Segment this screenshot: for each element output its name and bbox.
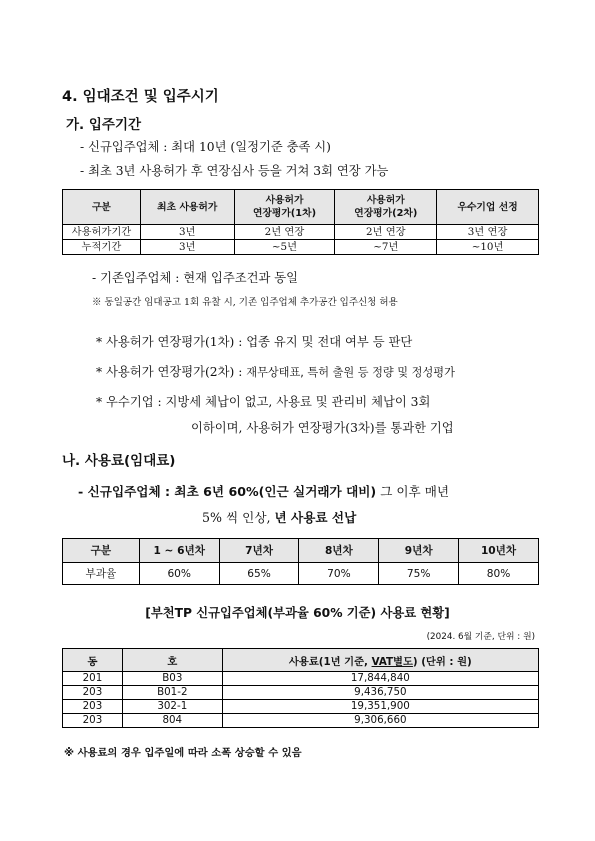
fee-rate-table (62, 538, 539, 585)
table-cell: 65% (219, 563, 299, 585)
table-cell: ~10년 (437, 240, 539, 255)
table-cell: 사용허가기간 (63, 225, 141, 240)
table-header: 구분 (63, 539, 140, 563)
table-row (63, 240, 539, 255)
table-header (335, 190, 437, 225)
section-title: 4. 임대조건 및 입주시기 (62, 89, 219, 105)
table-header: 9년차 (379, 539, 459, 563)
table-row (63, 700, 539, 714)
table-cell: 203 (63, 700, 123, 714)
table-cell: 3년 연장 (437, 225, 539, 240)
table-row (63, 672, 539, 686)
table-cell: 302-1 (122, 700, 222, 714)
table-cell: B01-2 (122, 686, 222, 700)
extension-rule: - 최초 3년 사용허가 후 연장심사 등을 거쳐 3회 연장 가능 (80, 164, 389, 178)
additional-space-note: ※ 동일공간 임대공고 1회 유찰 시, 기존 입주업체 추가공간 입주신청 허용 (92, 297, 398, 308)
table-row (63, 714, 539, 728)
table-row (63, 563, 539, 585)
table-header: 10년차 (459, 539, 539, 563)
table-header: 구분 (63, 190, 141, 225)
header-line: 연장평가(2차) (354, 208, 418, 219)
table-row (63, 225, 539, 240)
table-header: 동 (63, 649, 123, 672)
table-cell: ~5년 (234, 240, 335, 255)
table-cell: 203 (63, 714, 123, 728)
fee-status-table (62, 648, 539, 728)
table-cell: 누적기간 (63, 240, 141, 255)
table-header: 7년차 (219, 539, 299, 563)
table-header (222, 649, 538, 672)
fee-rule-line-2 (202, 507, 356, 526)
table-cell: 9,436,750 (222, 686, 538, 700)
subsection-usage-fee: 나. 사용료(임대료) (62, 453, 176, 469)
table-row (63, 686, 539, 700)
table-header-row (63, 539, 539, 563)
fee-rule-line-1 (78, 481, 449, 500)
table-header: 8년차 (299, 539, 379, 563)
table-cell: 9,306,660 (222, 714, 538, 728)
note-tail: 재무상태표, 특허 출원 등 정량 및 정성평가 (246, 366, 455, 379)
table-cell: 3년 (140, 240, 234, 255)
fee-rule-rest: 그 이후 매년 (376, 484, 450, 499)
table-cell: 70% (299, 563, 379, 585)
header-line: 연장평가(1차) (252, 208, 317, 219)
table-cell: B03 (122, 672, 222, 686)
extension-eval-1-note: * 사용허가 연장평가(1차) : 업종 유지 및 전대 여부 등 판단 (96, 335, 413, 349)
fee-prepay-bold: 년 사용료 선납 (274, 510, 357, 525)
table-cell: 2년 연장 (335, 225, 437, 240)
existing-tenant-note: - 기존입주업체 : 현재 입주조건과 동일 (92, 271, 299, 285)
header-vat: VAT별도 (371, 655, 413, 668)
table-cell: 부과율 (63, 563, 140, 585)
excellent-company-note-cont: 이하이며, 사용허가 연장평가(3차)를 통과한 기업 (191, 421, 454, 435)
subsection-move-in-period: 가. 입주기간 (66, 117, 142, 133)
extension-eval-2-note (96, 362, 455, 380)
table-header: 호 (122, 649, 222, 672)
header-line: 사용허가 (366, 195, 405, 206)
table-cell: 201 (63, 672, 123, 686)
table-header: 우수기업 선정 (437, 190, 539, 225)
move-in-period-table (62, 189, 539, 255)
note-head: * 사용허가 연장평가(2차) : (96, 365, 247, 379)
new-tenant-max-period: - 신규입주업체 : 최대 10년 (일정기준 충족 시) (80, 140, 331, 154)
table-header-row (63, 190, 539, 225)
table-header (234, 190, 335, 225)
table-cell: 80% (459, 563, 539, 585)
excellent-company-note: * 우수기업 : 지방세 체납이 없고, 사용료 및 관리비 체납이 3회 (96, 395, 431, 409)
table-cell: ~7년 (335, 240, 437, 255)
table-cell: 3년 (140, 225, 234, 240)
fee-rule-normal: 5% 씩 인상, (202, 510, 275, 525)
fee-status-date: (2024. 6월 기준, 단위 : 원) (426, 632, 535, 642)
header-part: 사용료(1년 기준, (288, 655, 372, 668)
table-header-row (63, 649, 539, 672)
fee-footnote: ※ 사용료의 경우 입주일에 따라 소폭 상승할 수 있음 (64, 747, 302, 759)
table-cell: 804 (122, 714, 222, 728)
table-cell: 2년 연장 (234, 225, 335, 240)
table-header: 1 ~ 6년차 (139, 539, 219, 563)
table-cell: 19,351,900 (222, 700, 538, 714)
header-part: ) (단위 : 원) (412, 655, 472, 668)
fee-rule-bold: - 신규입주업체 : 최초 6년 60%(인근 실거래가 대비) (78, 484, 377, 499)
table-cell: 75% (379, 563, 459, 585)
header-line: 사용허가 (265, 195, 304, 206)
table-cell: 17,844,840 (222, 672, 538, 686)
table-cell: 203 (63, 686, 123, 700)
fee-status-caption: [부천TP 신규입주업체(부과율 60% 기준) 사용료 현황] (145, 606, 450, 620)
table-cell: 60% (139, 563, 219, 585)
table-header: 최초 사용허가 (140, 190, 234, 225)
